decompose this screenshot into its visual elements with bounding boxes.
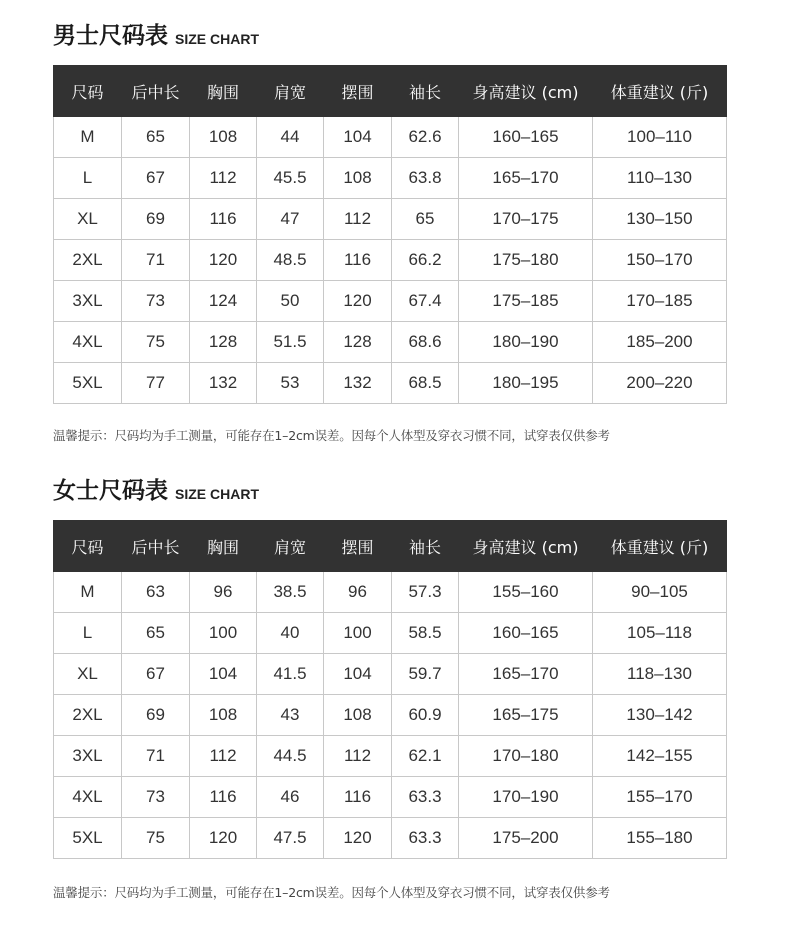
table-cell: 4XL xyxy=(54,322,122,363)
table-cell: 175–180 xyxy=(459,240,593,281)
table-cell: 67 xyxy=(122,654,190,695)
table-cell: 67.4 xyxy=(392,281,459,322)
table-cell: 69 xyxy=(122,199,190,240)
table-cell: 68.6 xyxy=(392,322,459,363)
table-cell: 155–160 xyxy=(459,572,593,613)
table-cell: 45.5 xyxy=(257,158,324,199)
table-cell: 65 xyxy=(122,613,190,654)
table-cell: 41.5 xyxy=(257,654,324,695)
table-cell: 155–170 xyxy=(593,777,727,818)
table-cell: 63.8 xyxy=(392,158,459,199)
table-cell: 4XL xyxy=(54,777,122,818)
table-row xyxy=(54,158,727,199)
table-cell: 57.3 xyxy=(392,572,459,613)
women-title-cn: 女士尺码表 xyxy=(53,478,168,504)
table-cell: 116 xyxy=(190,777,257,818)
table-cell: M xyxy=(54,117,122,158)
table-row xyxy=(54,736,727,777)
column-header: 摆围 xyxy=(324,66,392,117)
table-row xyxy=(54,572,727,613)
column-header: 后中长 xyxy=(122,521,190,572)
table-cell: XL xyxy=(54,654,122,695)
table-cell: 185–200 xyxy=(593,322,727,363)
table-cell: 104 xyxy=(324,654,392,695)
column-header: 后中长 xyxy=(122,66,190,117)
table-cell: 2XL xyxy=(54,695,122,736)
table-row xyxy=(54,613,727,654)
table-cell: 155–180 xyxy=(593,818,727,859)
table-cell: 63 xyxy=(122,572,190,613)
table-cell: 96 xyxy=(190,572,257,613)
table-cell: 73 xyxy=(122,777,190,818)
table-cell: L xyxy=(54,613,122,654)
men-size-table xyxy=(53,65,727,404)
men-size-chart-title xyxy=(53,14,259,48)
column-header: 身高建议 (cm) xyxy=(459,66,593,117)
table-cell: 66.2 xyxy=(392,240,459,281)
table-cell: 67 xyxy=(122,158,190,199)
table-cell: 75 xyxy=(122,322,190,363)
women-size-tip: 温馨提示：尺码均为手工测量，可能存在1–2cm误差。因每个人体型及穿衣习惯不同，试穿表仅供参考 xyxy=(53,885,610,900)
table-row xyxy=(54,695,727,736)
table-cell: 44 xyxy=(257,117,324,158)
table-cell: 62.1 xyxy=(392,736,459,777)
table-header-row xyxy=(54,521,727,572)
table-cell: 75 xyxy=(122,818,190,859)
table-cell: 68.5 xyxy=(392,363,459,404)
women-title-en: SIZE CHART xyxy=(175,486,259,502)
men-size-tip: 温馨提示：尺码均为手工测量，可能存在1–2cm误差。因每个人体型及穿衣习惯不同，试穿表仅供参考 xyxy=(53,428,610,443)
table-cell: 130–150 xyxy=(593,199,727,240)
table-cell: 104 xyxy=(324,117,392,158)
column-header: 肩宽 xyxy=(257,66,324,117)
table-cell: 43 xyxy=(257,695,324,736)
column-header: 身高建议 (cm) xyxy=(459,521,593,572)
table-cell: 165–170 xyxy=(459,158,593,199)
table-cell: 108 xyxy=(190,117,257,158)
table-cell: 69 xyxy=(122,695,190,736)
table-cell: 160–165 xyxy=(459,613,593,654)
table-cell: 3XL xyxy=(54,281,122,322)
table-cell: 60.9 xyxy=(392,695,459,736)
table-cell: 124 xyxy=(190,281,257,322)
men-title-cn: 男士尺码表 xyxy=(53,23,168,49)
table-cell: 116 xyxy=(324,240,392,281)
table-cell: 50 xyxy=(257,281,324,322)
table-cell: 62.6 xyxy=(392,117,459,158)
table-cell: L xyxy=(54,158,122,199)
table-cell: 71 xyxy=(122,240,190,281)
women-size-table xyxy=(53,520,727,859)
table-cell: 165–175 xyxy=(459,695,593,736)
table-cell: 120 xyxy=(190,240,257,281)
table-cell: 104 xyxy=(190,654,257,695)
table-cell: 59.7 xyxy=(392,654,459,695)
table-cell: 65 xyxy=(392,199,459,240)
table-row xyxy=(54,199,727,240)
table-cell: 65 xyxy=(122,117,190,158)
table-cell: 108 xyxy=(324,695,392,736)
column-header: 体重建议 (斤) xyxy=(593,521,727,572)
table-cell: 100 xyxy=(190,613,257,654)
column-header: 体重建议 (斤) xyxy=(593,66,727,117)
column-header: 尺码 xyxy=(54,66,122,117)
table-cell: 73 xyxy=(122,281,190,322)
table-cell: 58.5 xyxy=(392,613,459,654)
table-header-row xyxy=(54,66,727,117)
table-cell: 112 xyxy=(190,736,257,777)
table-cell: 180–195 xyxy=(459,363,593,404)
table-cell: 130–142 xyxy=(593,695,727,736)
table-cell: 38.5 xyxy=(257,572,324,613)
column-header: 胸围 xyxy=(190,66,257,117)
table-row xyxy=(54,281,727,322)
table-cell: 118–130 xyxy=(593,654,727,695)
table-row xyxy=(54,322,727,363)
table-row xyxy=(54,818,727,859)
table-cell: 116 xyxy=(324,777,392,818)
table-cell: 175–185 xyxy=(459,281,593,322)
table-cell: 100 xyxy=(324,613,392,654)
table-cell: 63.3 xyxy=(392,777,459,818)
table-row xyxy=(54,117,727,158)
table-cell: 2XL xyxy=(54,240,122,281)
table-cell: 110–130 xyxy=(593,158,727,199)
column-header: 尺码 xyxy=(54,521,122,572)
table-cell: 77 xyxy=(122,363,190,404)
table-row xyxy=(54,777,727,818)
table-cell: M xyxy=(54,572,122,613)
table-cell: 150–170 xyxy=(593,240,727,281)
table-row xyxy=(54,654,727,695)
table-cell: 132 xyxy=(324,363,392,404)
table-cell: 46 xyxy=(257,777,324,818)
table-cell: 100–110 xyxy=(593,117,727,158)
women-size-chart-title xyxy=(53,469,259,503)
table-cell: 108 xyxy=(190,695,257,736)
table-cell: 120 xyxy=(324,281,392,322)
table-cell: 63.3 xyxy=(392,818,459,859)
table-cell: 96 xyxy=(324,572,392,613)
table-cell: 105–118 xyxy=(593,613,727,654)
table-cell: 165–170 xyxy=(459,654,593,695)
table-cell: 112 xyxy=(324,736,392,777)
table-cell: 170–185 xyxy=(593,281,727,322)
table-cell: 112 xyxy=(324,199,392,240)
table-cell: 175–200 xyxy=(459,818,593,859)
column-header: 袖长 xyxy=(392,66,459,117)
table-cell: 44.5 xyxy=(257,736,324,777)
column-header: 摆围 xyxy=(324,521,392,572)
table-cell: 142–155 xyxy=(593,736,727,777)
table-cell: 170–180 xyxy=(459,736,593,777)
table-cell: XL xyxy=(54,199,122,240)
column-header: 袖长 xyxy=(392,521,459,572)
table-row xyxy=(54,363,727,404)
table-cell: 47 xyxy=(257,199,324,240)
table-cell: 40 xyxy=(257,613,324,654)
table-cell: 48.5 xyxy=(257,240,324,281)
column-header: 胸围 xyxy=(190,521,257,572)
table-cell: 51.5 xyxy=(257,322,324,363)
table-cell: 128 xyxy=(190,322,257,363)
table-cell: 200–220 xyxy=(593,363,727,404)
table-cell: 5XL xyxy=(54,818,122,859)
table-cell: 170–175 xyxy=(459,199,593,240)
table-cell: 90–105 xyxy=(593,572,727,613)
table-cell: 5XL xyxy=(54,363,122,404)
column-header: 肩宽 xyxy=(257,521,324,572)
table-row xyxy=(54,240,727,281)
table-cell: 116 xyxy=(190,199,257,240)
table-cell: 108 xyxy=(324,158,392,199)
table-cell: 160–165 xyxy=(459,117,593,158)
table-cell: 120 xyxy=(190,818,257,859)
table-cell: 47.5 xyxy=(257,818,324,859)
table-cell: 120 xyxy=(324,818,392,859)
table-cell: 170–190 xyxy=(459,777,593,818)
table-cell: 132 xyxy=(190,363,257,404)
men-title-en: SIZE CHART xyxy=(175,31,259,47)
table-cell: 53 xyxy=(257,363,324,404)
table-cell: 3XL xyxy=(54,736,122,777)
table-cell: 128 xyxy=(324,322,392,363)
table-cell: 180–190 xyxy=(459,322,593,363)
table-cell: 112 xyxy=(190,158,257,199)
table-cell: 71 xyxy=(122,736,190,777)
